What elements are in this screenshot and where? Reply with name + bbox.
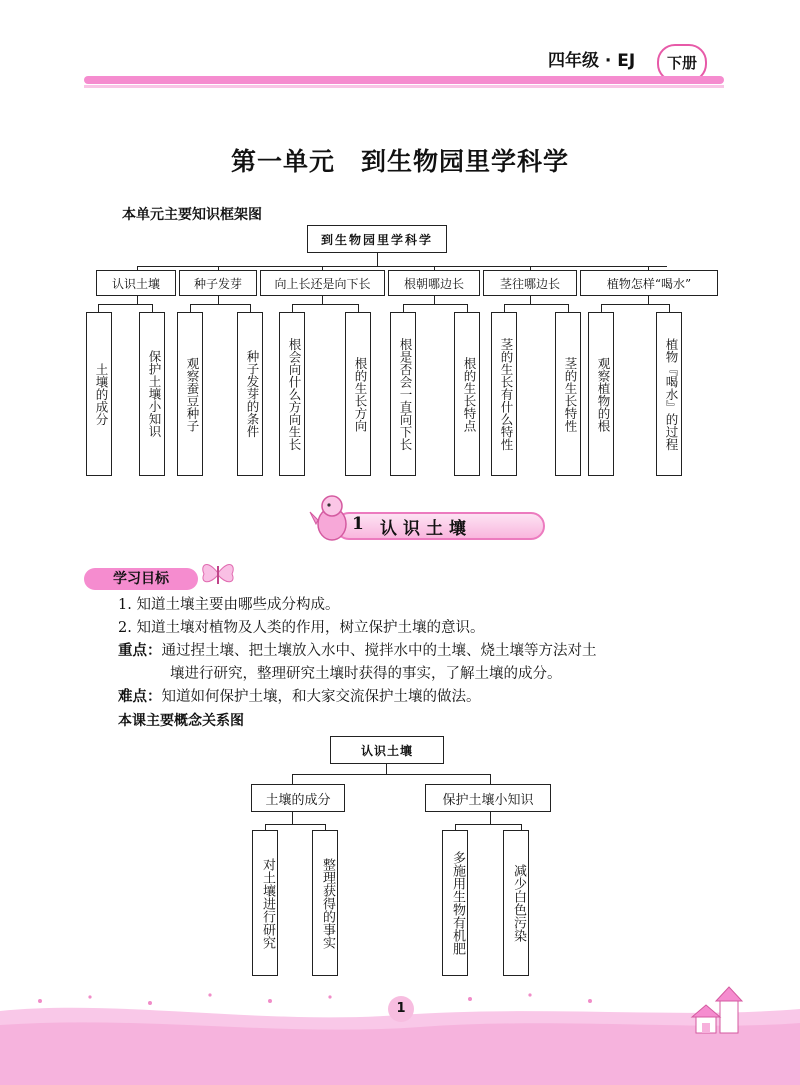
- difficulty-text: 知道如何保护土壤，和大家交流保护土壤的做法。: [161, 689, 481, 705]
- framework-leaf: 茎的生长有什么特性: [491, 312, 517, 476]
- page-number: 1: [388, 996, 414, 1022]
- key-points-text: 通过捏土壤、把土壤放入水中、搅拌水中的土壤、烧土壤等方法对土: [161, 643, 597, 659]
- framework-topic: 认识土壤: [96, 270, 176, 296]
- volume-badge: 下册: [657, 44, 707, 82]
- concept-map-label: 本课主要概念关系图: [118, 713, 244, 729]
- header-divider: [84, 76, 724, 84]
- concept-leaf: 整理获得的事实: [312, 830, 338, 976]
- framework-topic: 向上长还是向下长: [260, 270, 385, 296]
- framework-root: 到生物园里学科学: [307, 225, 447, 253]
- cottage-icon: [680, 985, 750, 1045]
- framework-leaf: 茎的生长特性: [555, 312, 581, 476]
- concept-root: 认识土壤: [330, 736, 444, 764]
- framework-topic: 茎往哪边长: [483, 270, 577, 296]
- framework-leaf: 观察植物的根: [588, 312, 614, 476]
- framework-leaf: 根的生长方向: [345, 312, 371, 476]
- key-points-label: 重点：: [118, 643, 162, 659]
- unit-title: 第一单元 到生物园里学科学: [230, 147, 569, 176]
- framework-topic: 种子发芽: [179, 270, 257, 296]
- framework-label: 本单元主要知识框架图: [122, 207, 262, 223]
- framework-leaf: 植物『喝水』的过程: [656, 312, 682, 476]
- framework-topic: 植物怎样“喝水”: [580, 270, 718, 296]
- framework-leaf: 土壤的成分: [86, 312, 112, 476]
- framework-leaf: 根是否会一直向下长: [390, 312, 416, 476]
- concept-branch: 保护土壤小知识: [425, 784, 551, 812]
- goal-item: 2. 知道土壤对植物及人类的作用，树立保护土壤的意识。: [118, 620, 485, 636]
- lesson-title: 认识土壤: [380, 519, 472, 539]
- framework-leaf: 保护土壤小知识: [139, 312, 165, 476]
- framework-topic: 根朝哪边长: [388, 270, 480, 296]
- framework-leaf: 观察蚕豆种子: [177, 312, 203, 476]
- concept-leaf: 多施用生物有机肥: [442, 830, 468, 976]
- butterfly-icon: [198, 556, 238, 590]
- framework-leaf: 根会向什么方向生长: [279, 312, 305, 476]
- framework-leaf: 种子发芽的条件: [237, 312, 263, 476]
- header-divider-light: [84, 85, 724, 88]
- grade-label: 四年级 · EJ: [548, 51, 636, 71]
- concept-branch: 土壤的成分: [251, 784, 345, 812]
- goal-item: 1. 知道土壤主要由哪些成分构成。: [118, 597, 340, 613]
- lesson-number: 1: [352, 514, 364, 534]
- learning-goals-tag: 学习目标: [84, 568, 198, 590]
- difficulty-label: 难点：: [118, 689, 162, 705]
- concept-leaf: 减少白色污染: [503, 830, 529, 976]
- framework-leaf: 根的生长特点: [454, 312, 480, 476]
- dragon-mascot-icon: [308, 490, 354, 544]
- key-points-text-cont: 壤进行研究，整理研究土壤时获得的事实，了解土壤的成分。: [170, 666, 562, 682]
- concept-leaf: 对土壤进行研究: [252, 830, 278, 976]
